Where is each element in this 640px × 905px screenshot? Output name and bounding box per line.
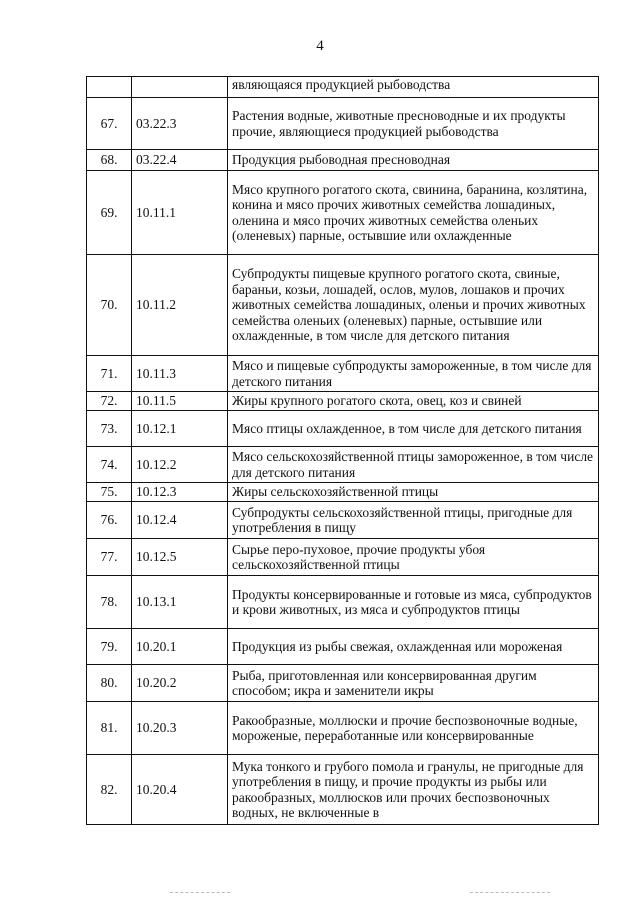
product-description: Продукция рыбоводная пресноводная xyxy=(228,150,599,171)
row-number: 71. xyxy=(87,356,132,392)
table-row xyxy=(87,502,599,539)
table-row xyxy=(87,411,599,447)
table-row xyxy=(87,665,599,702)
product-description: Жиры сельскохозяйственной птицы xyxy=(228,483,599,502)
page-number: 4 xyxy=(316,38,324,54)
table-row xyxy=(87,171,599,255)
table-row xyxy=(87,255,599,356)
okpd-code: 10.12.1 xyxy=(132,411,228,447)
product-description: Ракообразные, моллюски и прочие беспозвоночные водные, мороженые, переработанные или консервированные xyxy=(228,702,599,755)
table-row xyxy=(87,392,599,411)
okpd-code: 10.12.3 xyxy=(132,483,228,502)
row-number: 78. xyxy=(87,576,132,629)
product-description: Продукция из рыбы свежая, охлажденная или мороженая xyxy=(228,629,599,665)
okpd-code: 10.12.2 xyxy=(132,447,228,483)
product-description: Растения водные, животные пресноводные и их продукты прочие, являющиеся продукцией рыбоводства xyxy=(228,98,599,150)
table-row xyxy=(87,629,599,665)
product-description: Продукты консервированные и готовые из мяса, субпродуктов и крови животных, из мяса и субпродуктов птицы xyxy=(228,576,599,629)
row-number: 79. xyxy=(87,629,132,665)
table-row xyxy=(87,483,599,502)
okpd-code: 10.20.4 xyxy=(132,755,228,825)
product-description: Мясо птицы охлажденное, в том числе для детского питания xyxy=(228,411,599,447)
table-row xyxy=(87,539,599,576)
okpd-code: 10.11.1 xyxy=(132,171,228,255)
okpd-code: 03.22.3 xyxy=(132,98,228,150)
row-number: 76. xyxy=(87,502,132,539)
okpd-code: 10.12.5 xyxy=(132,539,228,576)
okpd-code: 10.20.2 xyxy=(132,665,228,702)
okpd-code: 10.11.5 xyxy=(132,392,228,411)
product-description: Жиры крупного рогатого скота, овец, коз и свиней xyxy=(228,392,599,411)
row-number: 77. xyxy=(87,539,132,576)
row-number: 73. xyxy=(87,411,132,447)
row-number: 80. xyxy=(87,665,132,702)
table-row xyxy=(87,755,599,825)
okpd-code: 10.11.3 xyxy=(132,356,228,392)
product-description: Рыба, приготовленная или консервированная другим способом; икра и заменители икры xyxy=(228,665,599,702)
scan-edge-mark xyxy=(170,892,230,893)
table-row xyxy=(87,98,599,150)
row-number xyxy=(87,77,132,98)
row-number: 67. xyxy=(87,98,132,150)
okpd-code: 10.20.1 xyxy=(132,629,228,665)
table-row xyxy=(87,150,599,171)
row-number: 81. xyxy=(87,702,132,755)
table-row xyxy=(87,447,599,483)
table-body xyxy=(87,77,599,825)
row-number: 74. xyxy=(87,447,132,483)
row-number: 82. xyxy=(87,755,132,825)
table-row xyxy=(87,576,599,629)
row-number: 69. xyxy=(87,171,132,255)
row-number: 72. xyxy=(87,392,132,411)
product-description: Мясо крупного рогатого скота, свинина, баранина, козлятина, конина и мясо прочих животных семейства лошадиных, оленина и мясо прочих животных семейства оленьих (оленевых) парные, остывшие или охлажденные xyxy=(228,171,599,255)
product-description: Субпродукты пищевые крупного рогатого скота, свиные, бараньи, козьи, лошадей, ослов, мулов, лошаков и прочих животных семейства лошадиных, оленьи и прочих животных семейства оленьих (оленевых) парные, остывшие или охлажденные, в том числе для детского питания xyxy=(228,255,599,356)
row-number: 68. xyxy=(87,150,132,171)
okpd-code: 03.22.4 xyxy=(132,150,228,171)
product-code-table xyxy=(86,76,599,825)
row-number: 75. xyxy=(87,483,132,502)
product-description: Мясо сельскохозяйственной птицы замороженное, в том числе для детского питания xyxy=(228,447,599,483)
scan-edge-mark-right xyxy=(470,892,550,893)
okpd-code: 10.12.4 xyxy=(132,502,228,539)
okpd-code: 10.20.3 xyxy=(132,702,228,755)
product-description: Мясо и пищевые субпродукты замороженные, в том числе для детского питания xyxy=(228,356,599,392)
okpd-code xyxy=(132,77,228,98)
product-description: являющаяся продукцией рыбоводства xyxy=(228,77,599,98)
okpd-code: 10.13.1 xyxy=(132,576,228,629)
table-row xyxy=(87,356,599,392)
product-description: Мука тонкого и грубого помола и гранулы, не пригодные для употребления в пищу, и прочие продукты из рыбы или ракообразных, моллюсков или прочих беспозвоночных водных, не включенные в xyxy=(228,755,599,825)
okpd-code: 10.11.2 xyxy=(132,255,228,356)
table-row xyxy=(87,702,599,755)
product-description: Субпродукты сельскохозяйственной птицы, пригодные для употребления в пищу xyxy=(228,502,599,539)
row-number: 70. xyxy=(87,255,132,356)
product-description: Сырье перо-пуховое, прочие продукты убоя сельскохозяйственной птицы xyxy=(228,539,599,576)
table-row xyxy=(87,77,599,98)
